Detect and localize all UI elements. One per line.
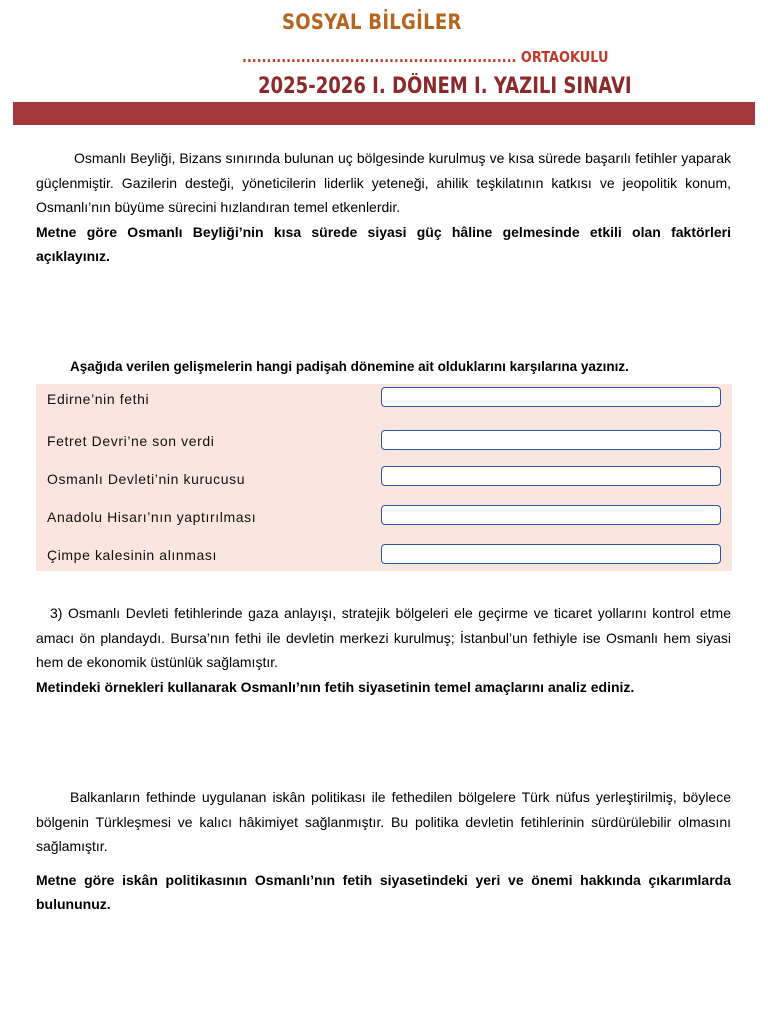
question-3 (36, 601, 731, 699)
question-3-text: 3) Osmanlı Devleti fetihlerinde gaza anlayışı, stratejik bölgeleri ele geçirme ve ticaret yollarını kontrol etme amacı ön plandaydı. Bursa’nın fethi ile devletin merkezi kurulmuş; İstanbul’un fethiyle ise Osmanlı hem siyasi hem de ekonomik üstünlük sağlamıştır. (36, 605, 731, 670)
answer-field-3[interactable] (381, 466, 721, 486)
answer-field-5[interactable] (381, 544, 721, 564)
answer-field-4[interactable] (381, 505, 721, 525)
question-4 (36, 785, 731, 917)
header-band (13, 102, 755, 125)
question-1-text: Osmanlı Beyliği, Bizans sınırında bulunan uç bölgesinde kurulmuş ve kısa sürede başarılı fetihler yaparak güçlenmiştir. Gazilerin desteği, yöneticilerin liderlik yeteneği, ahilik teşkilatının katkısı ve jeopolitik konum, Osmanlı’nın büyüme sürecini hızlandıran temel etkenlerdir. (36, 150, 731, 215)
subject-title: SOSYAL BİLGİLER (282, 10, 462, 34)
question-3-prompt: Metindeki örnekleri kullanarak Osmanlı’nın fetih siyasetinin temel amaçlarını analiz ediniz. (36, 678, 635, 695)
match-label-3: Osmanlı Devleti’nin kurucusu (47, 471, 246, 487)
match-label-5: Çimpe kalesinin alınması (47, 547, 218, 563)
match-label-2: Fetret Devri’ne son verdi (47, 433, 215, 449)
answer-field-1[interactable] (381, 387, 721, 407)
answer-field-2[interactable] (381, 430, 721, 450)
match-label-1: Edirne’nin fethi (47, 391, 150, 407)
question-4-text: Balkanların fethinde uygulanan iskân politikası ile fethedilen bölgelere Türk nüfus yerleştirilmiş, böylece bölgenin Türkleşmesi ve kalıcı hâkimiyet sağlanmıştır. Bu politika devletin fetihlerinin sürdürülebilir olmasını sağlamıştır. (36, 789, 731, 854)
question-2-instruction: Aşağıda verilen gelişmelerin hangi padişah dönemine ait olduklarını karşılarına yazınız. (70, 359, 629, 374)
question-1-prompt: Metne göre Osmanlı Beyliği’nin kısa sürede siyasi güç hâline gelmesinde etkili olan faktörleri açıklayınız. (36, 223, 731, 264)
matching-table (36, 384, 732, 571)
school-name-line: ........................................................ ORTAOKULU (242, 48, 609, 66)
match-label-4: Anadolu Hisarı’nın yaptırılması (47, 509, 257, 525)
question-4-prompt: Metne göre iskân politikasının Osmanlı’nın fetih siyasetindeki yeri ve önemi hakkında çıkarımlarda bulununuz. (36, 871, 731, 912)
exam-title: 2025-2026 I. DÖNEM I. YAZILI SINAVI (258, 74, 632, 99)
question-1 (36, 146, 731, 269)
